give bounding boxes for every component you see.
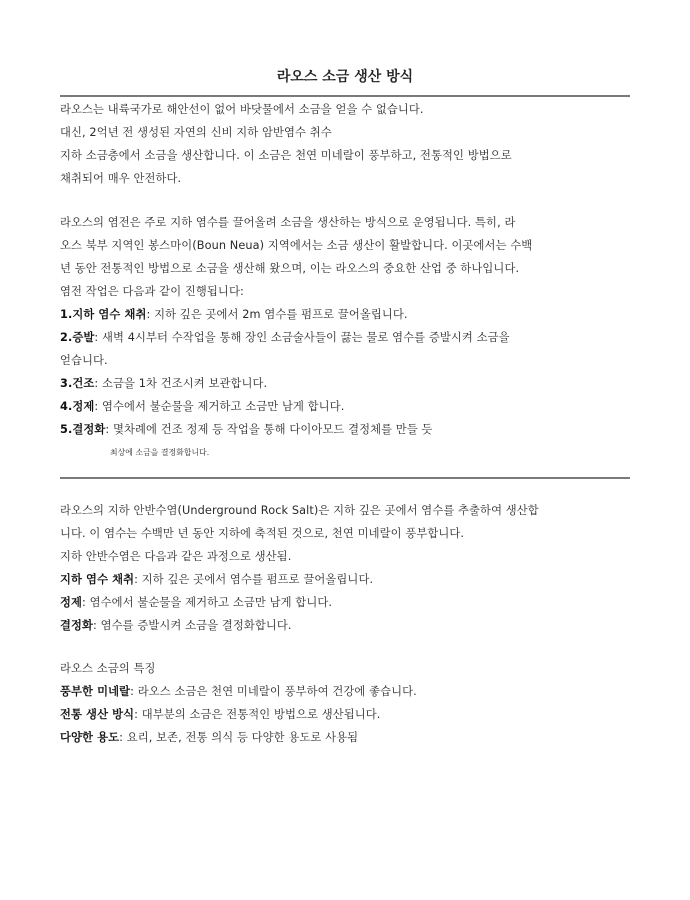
well-line-2: 오스 북부 지역인 봉스마이(Boun Neua) 지역에서는 소금 생산이 활발합니다. 이곳에서는 수백	[60, 239, 533, 252]
well-step-4	[60, 400, 632, 414]
well-step-3	[60, 377, 632, 391]
features-heading: 라오스 소금의 특징	[60, 662, 156, 675]
well-step-2-cont: 얻습니다.	[60, 354, 108, 367]
page-title: 라오스 소금 생산 방식	[276, 69, 414, 85]
well-line-4: 염전 작업은 다음과 같이 진행됩니다:	[60, 285, 244, 298]
well-step-1	[60, 308, 632, 322]
well-step-4-label: 4.정제	[60, 400, 95, 413]
rock-step-2-label: 정제	[60, 596, 83, 609]
rock-step-1-text: : 지하 깊은 곳에서 염수를 펌프로 끌어올립니다.	[134, 573, 374, 586]
rock-line-2: 니다. 이 염수는 수백만 년 동안 지하에 축적된 것으로, 천연 미네랄이 풍부합니다.	[60, 527, 465, 540]
rock-line-1: 라오스의 지하 안반수염(Underground Rock Salt)은 지하 깊은 곳에서 염수를 추출하여 생산합	[60, 504, 539, 517]
intro-line-2: 대신, 2억년 전 생성된 자연의 신비 지하 암반염수 취수	[60, 126, 332, 139]
rock-step-1	[60, 573, 632, 587]
feature-item-3-label: 다양한 용도	[60, 731, 120, 744]
feature-item-1-text: : 라오스 소금은 천연 미네랄이 풍부하여 건강에 좋습니다.	[130, 685, 417, 698]
rock-step-2	[60, 596, 632, 610]
well-step-2-label: 2.증발	[60, 331, 95, 344]
well-step-5-label: 5.결정화	[60, 423, 106, 436]
rock-line-3: 지하 안반수염은 다음과 같은 과정으로 생산됨.	[60, 550, 292, 563]
well-step-4-text: : 염수에서 불순물을 제거하고 소금만 남게 합니다.	[94, 400, 345, 413]
well-step-3-label: 3.건조	[60, 377, 95, 390]
well-step-1-text: : 지하 깊은 곳에서 2m 염수를 펌프로 끌어올립니다.	[146, 308, 408, 321]
middle-divider	[60, 477, 630, 479]
intro-line-3: 지하 소금층에서 소금을 생산합니다. 이 소금은 천연 미네랄이 풍부하고, 전통적인 방법으로	[60, 149, 512, 162]
feature-item-2-label: 전통 생산 방식	[60, 708, 135, 721]
well-step-2	[60, 331, 632, 345]
rock-step-3-label: 결정화	[60, 619, 94, 632]
feature-item-2	[60, 708, 632, 722]
feature-item-3-text: : 요리, 보존, 전통 의식 등 다양한 용도로 사용됨	[119, 731, 359, 744]
well-line-1: 라오스의 염전은 주로 지하 염수를 끌어올려 소금을 생산하는 방식으로 운영됩니다. 특히, 라	[60, 216, 516, 229]
feature-item-2-text: : 대부분의 소금은 전통적인 방법으로 생산됩니다.	[134, 708, 381, 721]
well-step-5	[60, 423, 632, 437]
well-step-3-text: : 소금을 1차 건조시켜 보관합니다.	[94, 377, 268, 390]
feature-item-3	[60, 731, 632, 745]
rock-step-1-label: 지하 염수 채취	[60, 573, 135, 586]
well-step-1-label: 1.지하 염수 채취	[60, 308, 147, 321]
rock-step-3	[60, 619, 632, 633]
rock-step-2-text: : 염수에서 불순물을 제거하고 소금만 남게 합니다.	[82, 596, 333, 609]
top-divider	[60, 95, 630, 97]
intro-line-1: 라오스는 내륙국가로 해안선이 없어 바닷물에서 소금을 얻을 수 없습니다.	[60, 103, 424, 116]
well-step-5-text: : 몇차례에 건조 정제 등 작업을 통해 다이아모드 결정체를 만들 듯	[105, 423, 433, 436]
well-step-2-text: : 새벽 4시부터 수작업을 통해 장인 소금술사들이 끓는 물로 염수를 증발시켜 소금을	[94, 331, 510, 344]
well-step-5-cont: 최상에 소금을 결정화합니다.	[110, 448, 210, 457]
well-line-3: 년 동안 전통적인 방법으로 소금을 생산해 왔으며, 이는 라오스의 중요한 산업 중 하나입니다.	[60, 262, 520, 275]
feature-item-1	[60, 685, 632, 699]
feature-item-1-label: 풍부한 미네랄	[60, 685, 131, 698]
intro-line-4: 채취되어 매우 안전하다.	[60, 172, 182, 185]
rock-step-3-text: : 염수를 증발시켜 소금을 결정화합니다.	[93, 619, 292, 632]
